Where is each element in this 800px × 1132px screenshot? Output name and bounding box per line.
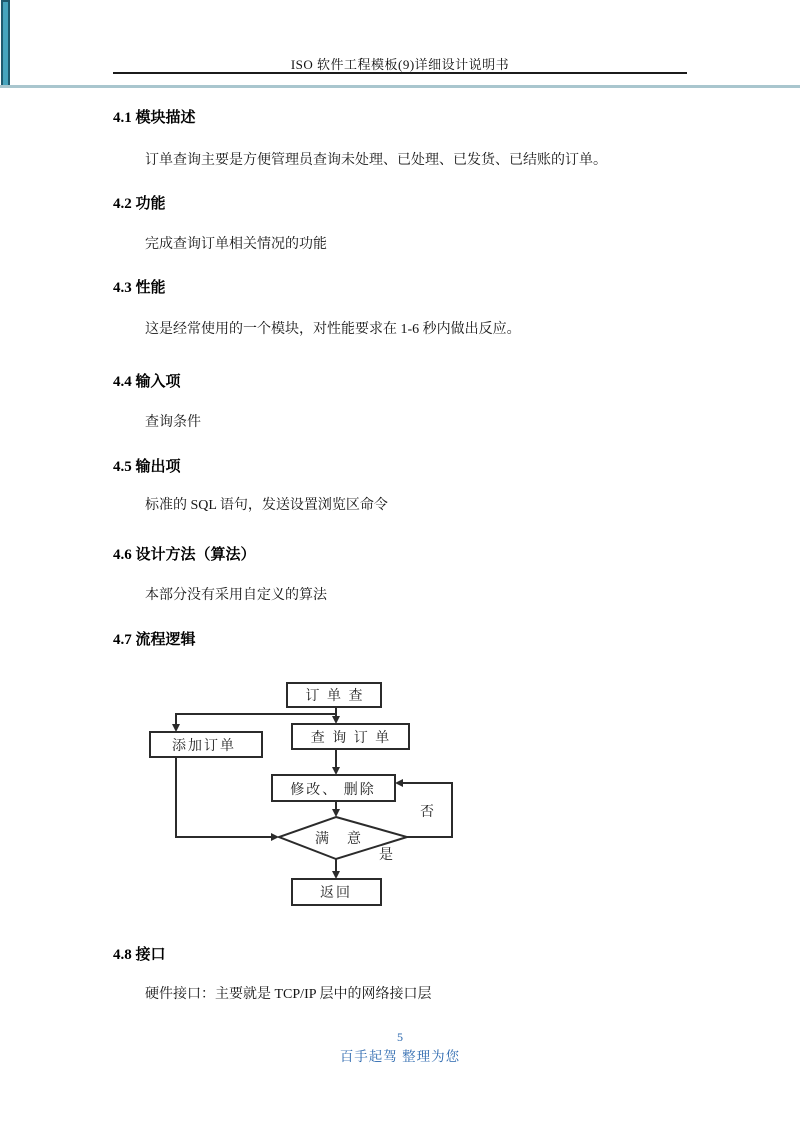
section-heading-4-7: 4.7 流程逻辑 (113, 632, 196, 648)
section-heading-4-8: 4.8 接口 (113, 947, 166, 963)
section-body-4-4: 查询条件 (145, 415, 201, 430)
edge-label-no: 否 (420, 805, 434, 820)
section-heading-4-1: 4.1 模块描述 (113, 110, 196, 126)
node-query-label: 查 询 订 单 (310, 731, 392, 746)
section-heading-4-5: 4.5 输出项 (113, 459, 181, 475)
section-body-4-8: 硬件接口：主要就是 TCP/IP 层中的网络接口层 (145, 987, 432, 1002)
arrowhead-modify-right (395, 779, 403, 787)
footer-brand: 百手起驾 整理为您 (339, 1049, 461, 1064)
node-end-label: 返回 (320, 886, 352, 901)
arrowhead-end (332, 871, 340, 879)
section-body-4-1: 订单查询主要是方便管理员查询未处理、已处理、已发货、已结账的订单。 (145, 153, 607, 168)
section-heading-4-3: 4.3 性能 (113, 280, 166, 296)
flowchart-diagram (120, 655, 480, 915)
page-number: 5 (397, 1030, 403, 1044)
node-add-label: 添加订单 (172, 739, 236, 754)
node-decision-label: 满 意 (315, 832, 363, 847)
section-heading-4-2: 4.2 功能 (113, 196, 166, 212)
teal-divider-line (0, 85, 800, 88)
section-body-4-3: 这是经常使用的一个模块，对性能要求在 1-6 秒内做出反应。 (145, 322, 521, 337)
node-modify-label: 修改、 删除 (290, 783, 376, 798)
arrowhead-add (172, 724, 180, 732)
section-body-4-6: 本部分没有采用自定义的算法 (145, 588, 327, 603)
header-underline (113, 72, 687, 74)
edge-add-to-decision (176, 757, 271, 837)
edge-label-yes: 是 (379, 848, 393, 863)
section-heading-4-4: 4.4 输入项 (113, 374, 181, 390)
section-body-4-2: 完成查询订单相关情况的功能 (145, 237, 327, 252)
arrowhead-modify (332, 767, 340, 775)
header-title: ISO 软件工程模板(9)详细设计说明书 (290, 57, 510, 72)
arrowhead-query (332, 716, 340, 724)
section-heading-4-6: 4.6 设计方法（算法） (113, 547, 256, 563)
arrowhead-decision (332, 809, 340, 817)
left-accent-bar (1, 0, 10, 88)
node-start-label: 订 单 查 (305, 689, 365, 704)
section-body-4-5: 标准的 SQL 语句，发送设置浏览区命令 (145, 498, 388, 513)
